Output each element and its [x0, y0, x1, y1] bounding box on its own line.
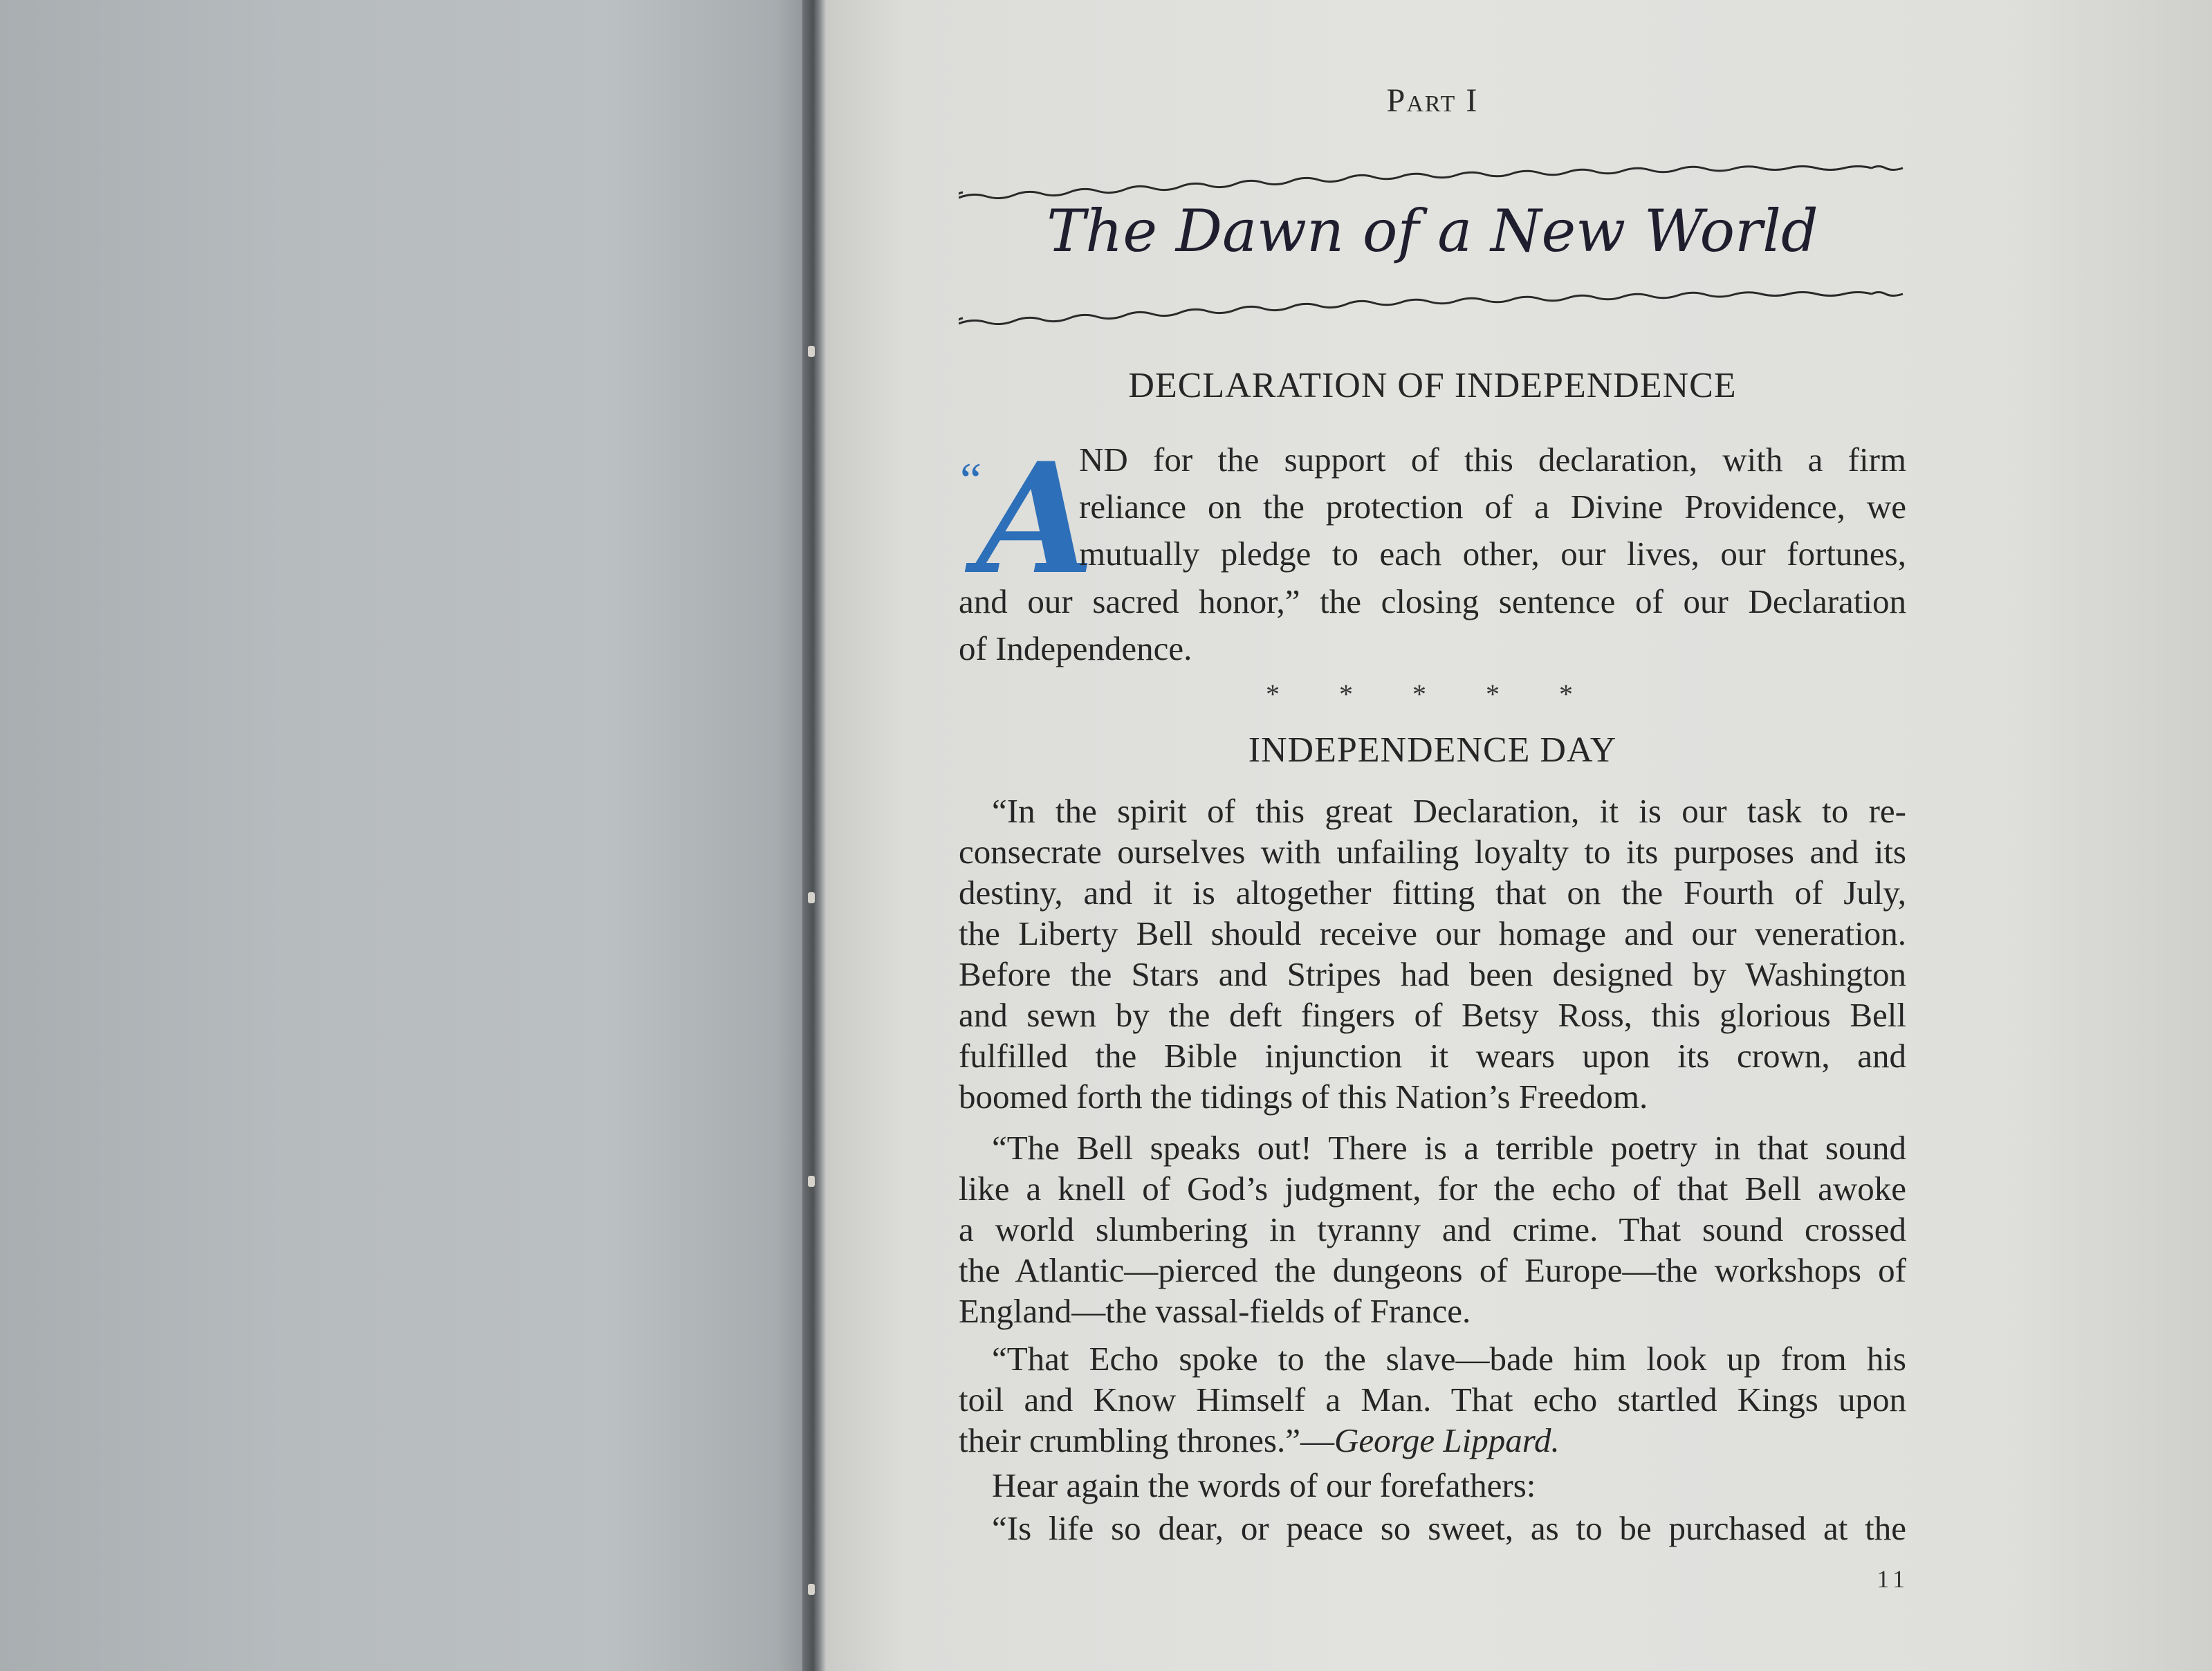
text-line: and sewn by the deft fingers of Betsy Ross, this glorious Bell — [959, 996, 1906, 1034]
binding-stitch — [808, 1584, 815, 1595]
text-line: fulfilled the Bible injunction it wears upon its crown, and — [959, 1037, 1906, 1075]
text-line: destiny, and it is altogether fitting that on the Fourth of July, — [959, 874, 1906, 912]
chapter-title: The Dawn of a New World — [1047, 197, 1818, 265]
binding-stitch — [808, 346, 815, 357]
text-line: and our sacred honor,” the closing sentence of our Declaration — [959, 582, 1906, 620]
text-line: “The Bell speaks out! There is a terrible poetry in that sound — [992, 1129, 1906, 1167]
quote-author: George Lippard. — [1334, 1421, 1560, 1459]
binding-stitch — [808, 1176, 815, 1187]
quote-closing-text: their crumbling thrones.”— — [959, 1421, 1334, 1459]
text-line: toil and Know Himself a Man. That echo startled Kings upon — [959, 1381, 1906, 1419]
text-line: the Liberty Bell should receive our homage and our veneration. — [959, 914, 1906, 952]
declaration-paragraph-continuation — [959, 581, 1906, 669]
text-line: boomed forth the tidings of this Nation’s Freedom. — [959, 1078, 1648, 1116]
text-line: the Atlantic—pierced the dungeons of Europe—the workshops of — [959, 1251, 1906, 1289]
binding-stitch — [808, 892, 815, 903]
text-line: reliance on the protection of a Divine Providence, we — [1079, 488, 1906, 526]
dropcap-opening-quote: “ — [960, 454, 982, 507]
text-line: ND for the support of this declaration, with a firm — [1079, 441, 1906, 479]
declaration-paragraph-dropcap-lines — [1079, 439, 1906, 574]
section-heading-independence-day: INDEPENDENCE DAY — [1248, 730, 1617, 770]
part-label: Part I — [1386, 82, 1479, 119]
text-line: England—the vassal-fields of France. — [959, 1292, 1471, 1330]
text-line: Hear again the words of our forefathers: — [992, 1466, 1536, 1504]
book-gutter — [802, 0, 826, 1671]
left-page-blank — [0, 0, 809, 1671]
text-line: like a knell of God’s judgment, for the echo of that Bell awoke — [959, 1170, 1906, 1208]
paragraph-bell-speaks — [959, 1127, 1906, 1331]
bottom-wavy-rule-ornament — [959, 290, 1906, 325]
text-line-with-attribution — [959, 1420, 1906, 1461]
text-line: “That Echo spoke to the slave—bade him look up from his — [992, 1340, 1906, 1378]
dropcap-letter: A — [977, 429, 1095, 608]
text-line: a world slumbering in tyranny and crime. That sound crossed — [959, 1210, 1906, 1248]
text-line: “Is life so dear, or peace so sweet, as to be purchased at the — [992, 1509, 1906, 1547]
text-line: of Independence. — [959, 629, 1192, 667]
text-line: mutually pledge to each other, our lives, our fortunes, — [1079, 535, 1906, 573]
page-number: 11 — [1877, 1565, 1909, 1593]
paragraph-echo-spoke — [959, 1338, 1906, 1461]
text-line: Before the Stars and Stripes had been designed by Washington — [959, 955, 1906, 993]
top-wavy-rule-ornament — [959, 165, 1906, 199]
paragraph-is-life-so-dear — [959, 1508, 1906, 1549]
text-line: consecrate ourselves with unfailing loyalty to its purposes and its — [959, 833, 1906, 871]
paragraph-hear-again — [959, 1465, 1906, 1506]
text-line: “In the spirit of this great Declaration, it is our task to re- — [992, 792, 1906, 830]
section-separator-asterisks: * * * * * — [1266, 678, 1599, 710]
section-heading-declaration: DECLARATION OF INDEPENDENCE — [1128, 366, 1737, 405]
paragraph-spirit-of-declaration — [959, 791, 1906, 1117]
